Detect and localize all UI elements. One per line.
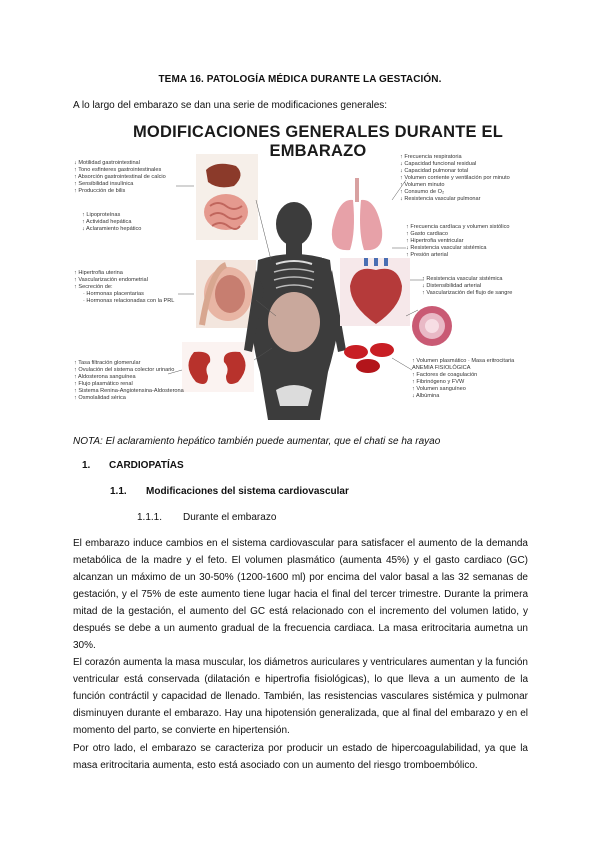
heart-image — [340, 258, 410, 326]
figure-note: NOTA: El aclaramiento hepático también puede aumentar, que el chati se ha rayao — [73, 436, 441, 447]
label: ↑ Presión arterial — [406, 252, 448, 258]
label: ↓ Distensibilidad arterial — [422, 283, 482, 289]
subsubsection-title: Durante el embarazo — [183, 512, 277, 523]
label: ↑ Hipertrofia ventricular — [406, 238, 464, 244]
blood-vessel-image — [412, 306, 452, 346]
digestive-organs-image — [196, 154, 258, 240]
label: · Hormonas placentarias — [83, 291, 144, 297]
lungs-labels — [400, 154, 510, 203]
uterus-labels — [74, 270, 174, 305]
kidney-labels — [74, 360, 184, 402]
label: ↑ Producción de bilis — [74, 188, 126, 194]
label: ↓ Aclaramiento hepático — [82, 226, 142, 232]
heart-labels — [406, 224, 510, 259]
section-number: 1. — [82, 460, 91, 471]
paragraph: Por otro lado, el embarazo se caracteriza por producir un estado de hipercoagulabilidad, ya que la masa eritrocitaria aumenta, esto está asociado con un aumento del riesgo tromboembólico. — [73, 743, 528, 771]
label: ↑ Tono esfinteres gastrointestinales — [74, 167, 162, 173]
paragraph: El embarazo induce cambios en el sistema cardiovascular para satisfacer el aumento de la demanda metabólica de la madre y el feto. El volumen plasmático (aumenta 45%) y el gasto cardiaco (GC) alcanzan un máximo de un 30-50% (1200-1600 ml) por encima del valor basal a las 32 semanas de gestación, y el 75% de este aumento tiene lugar hacia el final del tercer trimestre. Durante la primera mitad de la gestación, el aumento del GC está relacionado con el incremento del volumen latido, y después se debe a un aumento gradual de la frecuencia cardiaca. La masa eritrocitaria aumetna un 30%. — [73, 538, 528, 651]
subsubsection-number: 1.1.1. — [137, 512, 163, 523]
pregnancy-modifications-figure — [74, 120, 530, 420]
label: ↑ Tasa filtración glomerular — [74, 360, 141, 366]
figure-title: MODIFICACIONES GENERALES DURANTE EL EMBARAZO — [132, 123, 504, 160]
red-blood-cells-image — [344, 343, 394, 373]
digestive-labels — [74, 160, 166, 195]
label: ↓ Motilidad gastrointestinal — [74, 160, 140, 166]
vessels-labels — [422, 276, 512, 297]
label: ↑ Vascularización endometrial — [74, 277, 148, 283]
liver-labels — [82, 212, 141, 233]
blood-labels — [412, 358, 514, 400]
label: ↑ Absorción gastrointestinal de calcio — [74, 174, 166, 180]
subsection-number: 1.1. — [110, 486, 127, 497]
label: ↑ Ovulación del sistema colector urinario — [74, 367, 175, 373]
paragraph: El corazón aumenta la masa muscular, los diámetros auriculares y ventriculares aumentan y la función ventricular está conservada (dilatación e hipertrofia fisiológicas), lo que lleva a un aumento de la función contráctil y capacidad de llenado. También, las resistencias vasculares sistémica y pulmonar disminuyen durante el embarazo. Hay una hipotensión generalizada, que al final del embarazo y en el momento del parto, se convierte en hipertensión. — [73, 657, 528, 736]
section-heading — [82, 460, 184, 471]
label: ↑ Aldosterona sanguínea — [74, 374, 136, 380]
label: ↑ Sensibilidad insulínica — [74, 181, 134, 187]
label: ↑ Factores de coagulación — [412, 372, 478, 378]
label: ↑ Frecuencia cardíaca y volumen sistólico — [406, 224, 510, 230]
label: ANEMIA FISIOLÓGICA — [412, 365, 471, 371]
label: ↑ Secreción de: — [74, 284, 113, 290]
label: ↑ Consumo de O₂ — [400, 189, 445, 195]
label: ↑ Volumen sanguíneo — [412, 386, 466, 392]
subsection-title: Modificaciones del sistema cardiovascular — [146, 486, 349, 497]
label: ↑ Resistencia vascular sistémica — [422, 276, 503, 282]
intro-text: A lo largo del embarazo se dan una serie de modificaciones generales: — [73, 100, 388, 111]
page-title: TEMA 16. PATOLOGÍA MÉDICA DURANTE LA GESTACIÓN. — [158, 74, 442, 85]
label: ↑ Volumen corriente y ventilación por minuto — [400, 175, 510, 181]
kidneys-image — [182, 342, 254, 392]
label: ↑ Flujo plasmático renal — [74, 381, 133, 387]
label: ↓ Resistencia vascular sistémica — [406, 245, 487, 251]
label: ↑ Hipertrofia uterina — [74, 270, 123, 276]
subsection-heading — [110, 486, 349, 497]
label: ↓ Resistencia vascular pulmonar — [400, 196, 481, 202]
label: ↑ Gasto cardiaco — [406, 231, 448, 237]
label: ↑ Volumen plasmático · Masa eritrocitaria — [412, 358, 515, 364]
label: ↑ Frecuencia respiratoria — [400, 154, 462, 160]
label: ↑ Lipoproteínas — [82, 212, 121, 218]
label: · Hormonas relacionadas con la PRL — [83, 298, 175, 304]
label: ↑ Actividad hepática — [82, 219, 132, 225]
label: ↓ Capacidad pulmonar total — [400, 168, 469, 174]
section-title: CARDIOPATÍAS — [109, 460, 184, 471]
label: ↑ Sistema Renina-Angiotensina-Aldosterona — [74, 388, 184, 394]
subsubsection-heading — [137, 512, 277, 523]
label: ↓ Capacidad funcional residual — [400, 161, 477, 167]
uterus-image — [196, 260, 256, 328]
label: ↑ Vascularización del flujo de sangre — [422, 290, 513, 296]
label: ↑ Fibrinógeno y FVW — [412, 379, 465, 385]
lungs-image — [322, 172, 392, 258]
label: ↑ Volumen minuto — [400, 182, 445, 188]
label: ↓ Albúmina — [412, 393, 440, 399]
label: ↑ Osmolalidad sérica — [74, 395, 126, 401]
